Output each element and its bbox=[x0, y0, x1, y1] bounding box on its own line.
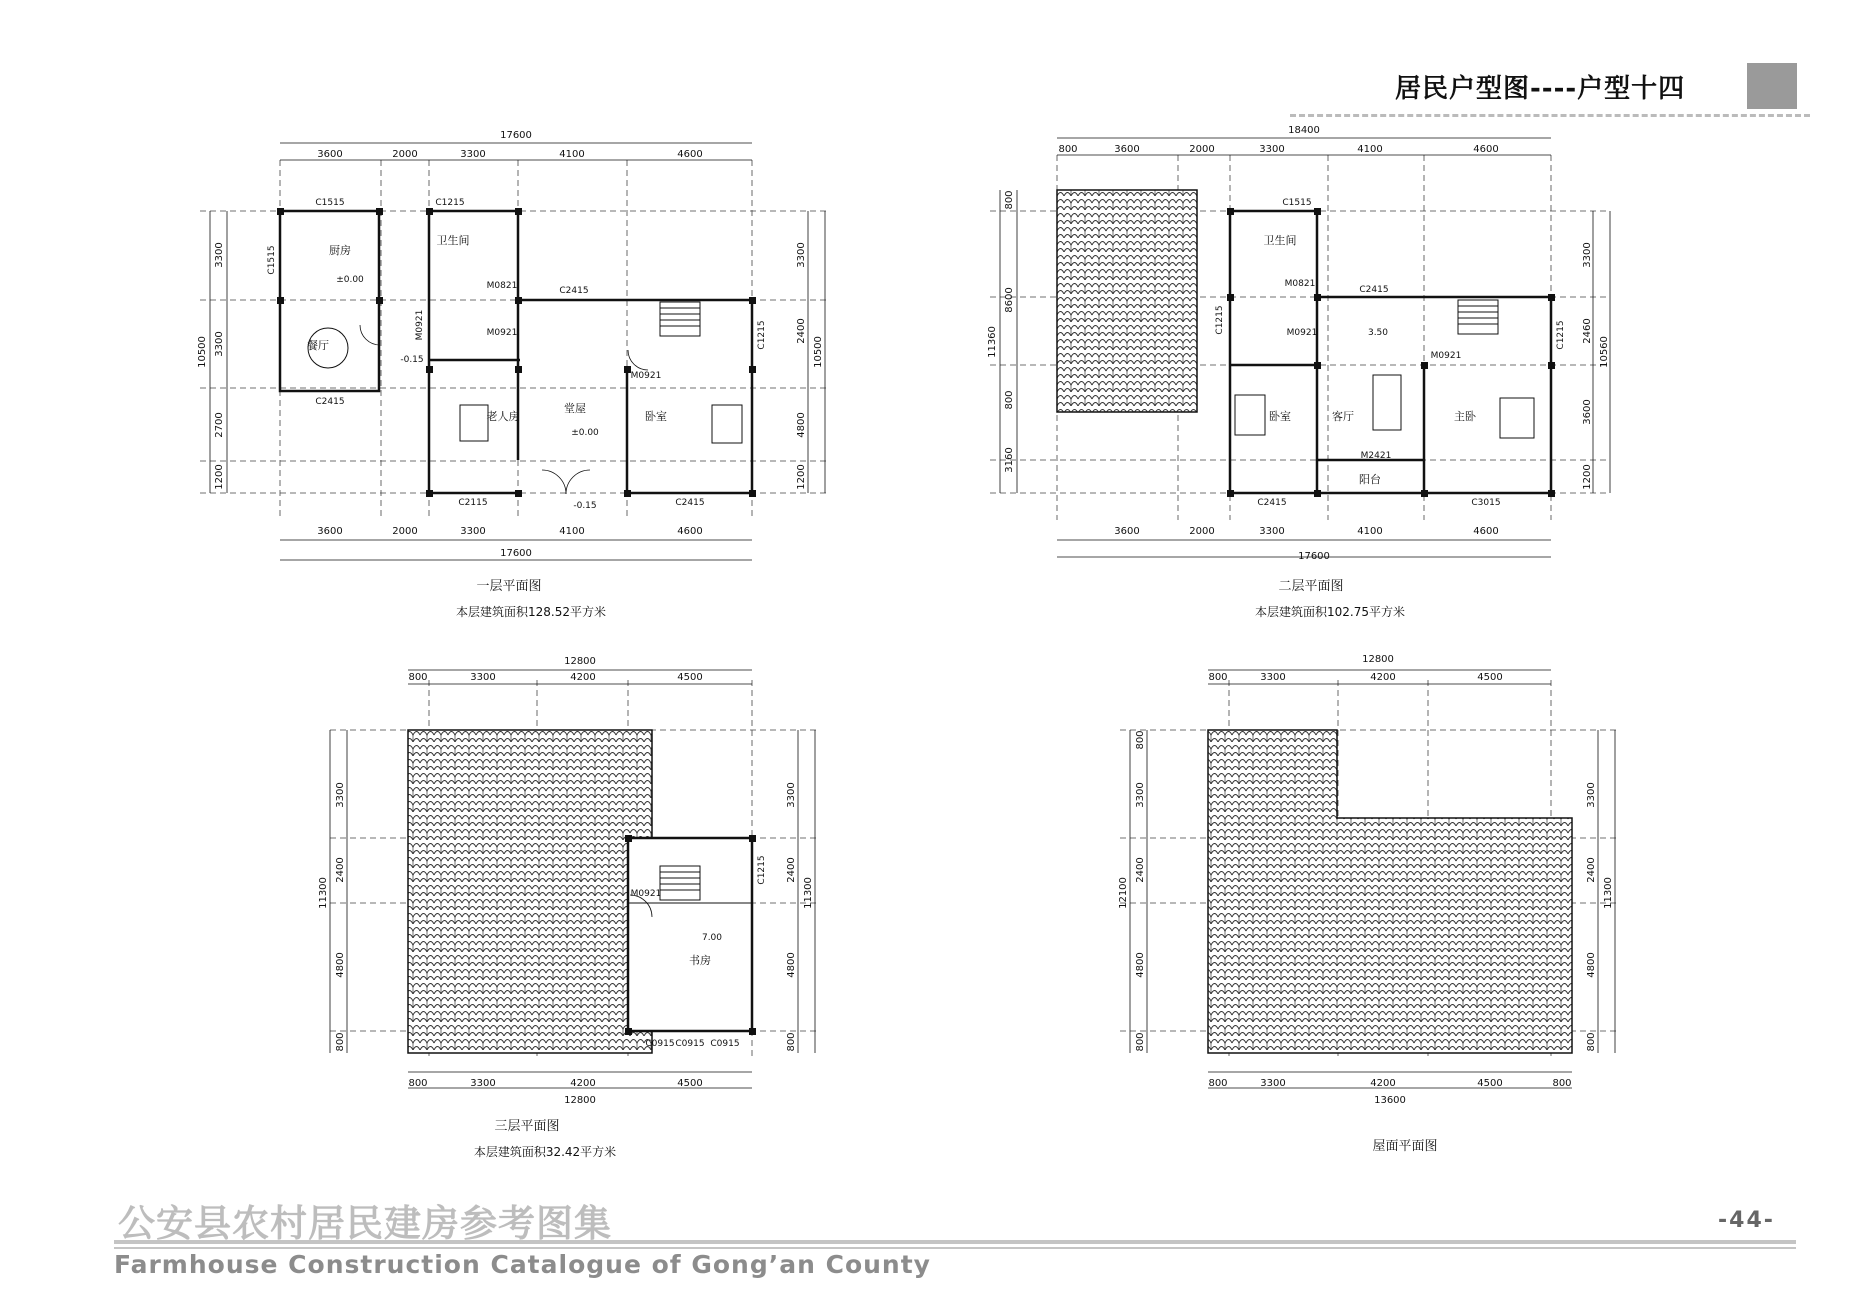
f2-room-label: 卫生间 bbox=[1263, 234, 1297, 247]
f3-plan-title: 三层平面图 bbox=[494, 1119, 560, 1134]
f3-window-label: C1215 bbox=[757, 855, 767, 885]
f2-left-dim: 800 bbox=[1004, 390, 1015, 410]
f2-left-dim: 8600 bbox=[1004, 287, 1015, 313]
f3-window-label: C0915 bbox=[645, 1039, 675, 1049]
f1-window-label: C1215 bbox=[435, 198, 465, 208]
f3-right-dim: 3300 bbox=[786, 782, 797, 808]
f2-right-dim: 3300 bbox=[1582, 242, 1593, 268]
f3-top-dim: 4200 bbox=[570, 672, 596, 683]
f1-level-mark: -0.15 bbox=[400, 355, 424, 365]
f1-right-dim: 4800 bbox=[796, 412, 807, 438]
f1-level-mark: ±0.00 bbox=[571, 428, 599, 438]
f1-top-dim: 4100 bbox=[559, 149, 585, 160]
f2-right-dim: 2460 bbox=[1582, 318, 1593, 344]
f3-left-dim: 2400 bbox=[335, 857, 346, 883]
page-header-title: 居民户型图----户型十四 bbox=[1395, 74, 1686, 104]
f3-bottom-total: 12800 bbox=[564, 1095, 596, 1106]
roof-left-dim: 4800 bbox=[1135, 952, 1146, 978]
roof-left-dim: 3300 bbox=[1135, 782, 1146, 808]
f1-left-dim: 2700 bbox=[214, 412, 225, 438]
f2-left-total: 11360 bbox=[987, 326, 998, 358]
roof-left-total: 12100 bbox=[1118, 877, 1129, 909]
f2-top-dim: 4100 bbox=[1357, 144, 1383, 155]
f2-window-label: C2415 bbox=[1359, 285, 1389, 295]
f1-top-dim: 2000 bbox=[392, 149, 418, 160]
f2-window-label: C1215 bbox=[1556, 320, 1566, 350]
roof-bottom-total: 13600 bbox=[1374, 1095, 1406, 1106]
f1-door-label: M0921 bbox=[630, 371, 662, 381]
f1-window-label: C2415 bbox=[315, 397, 345, 407]
f3-left-dim: 4800 bbox=[335, 952, 346, 978]
roof-right-dim: 800 bbox=[1586, 1032, 1597, 1052]
f1-bottom-dim: 3300 bbox=[460, 526, 486, 537]
f1-top-dim: 3300 bbox=[460, 149, 486, 160]
f2-left-dim: 800 bbox=[1004, 190, 1015, 210]
f2-right-dim: 1200 bbox=[1582, 464, 1593, 490]
f1-bottom-total: 17600 bbox=[500, 548, 532, 559]
roof-plan-title: 屋面平面图 bbox=[1372, 1139, 1438, 1154]
f3-level-mark: 7.00 bbox=[701, 933, 723, 943]
f1-top-total: 17600 bbox=[500, 130, 532, 141]
f2-top-total: 18400 bbox=[1288, 125, 1320, 136]
roof-left-dim: 2400 bbox=[1135, 857, 1146, 883]
roof-left-dim: 800 bbox=[1135, 1032, 1146, 1052]
f2-room-label: 主卧 bbox=[1454, 410, 1476, 423]
f1-level-mark: -0.15 bbox=[573, 501, 597, 511]
f3-right-dim: 800 bbox=[786, 1032, 797, 1052]
f2-door-label: M0821 bbox=[1284, 279, 1316, 289]
f1-room-label: 老人房 bbox=[486, 410, 520, 423]
f2-plan-title: 二层平面图 bbox=[1278, 579, 1344, 594]
f3-left-dim: 800 bbox=[335, 1032, 346, 1052]
roof-bottom-dim: 800 bbox=[1552, 1078, 1572, 1089]
f2-window-label: C1515 bbox=[1282, 198, 1312, 208]
f1-door-label: M0921 bbox=[486, 328, 518, 338]
f2-top-dim: 2000 bbox=[1189, 144, 1215, 155]
f2-room-label: 阳台 bbox=[1359, 473, 1381, 486]
f2-bottom-dim: 3300 bbox=[1259, 526, 1285, 537]
f2-top-dim: 800 bbox=[1058, 144, 1078, 155]
f1-window-label: C2415 bbox=[559, 286, 589, 296]
roof-right-dim: 4800 bbox=[1586, 952, 1597, 978]
f3-top-dim: 800 bbox=[408, 672, 428, 683]
f1-level-mark: ±0.00 bbox=[336, 275, 364, 285]
f1-room-label: 卧室 bbox=[645, 410, 667, 423]
roof-top-dim: 3300 bbox=[1260, 672, 1286, 683]
f1-bottom-dim: 4100 bbox=[559, 526, 585, 537]
f2-right-dim: 3600 bbox=[1582, 399, 1593, 425]
f2-bottom-dim: 4600 bbox=[1473, 526, 1499, 537]
f1-room-label: 厨房 bbox=[329, 244, 351, 257]
floor3-plan bbox=[330, 670, 820, 1088]
f1-plan-title: 一层平面图 bbox=[476, 579, 542, 594]
roof-plan bbox=[1120, 670, 1620, 1088]
floor1-plan bbox=[200, 143, 830, 560]
roof-right-total: 11300 bbox=[1603, 877, 1614, 909]
f2-top-dim: 3300 bbox=[1259, 144, 1285, 155]
f2-room-label: 客厅 bbox=[1332, 410, 1354, 423]
f1-left-dim: 3300 bbox=[214, 242, 225, 268]
f1-room-label: 卫生间 bbox=[436, 234, 470, 247]
f2-bottom-dim: 2000 bbox=[1189, 526, 1215, 537]
f1-right-dim: 1200 bbox=[796, 464, 807, 490]
f1-left-total: 10500 bbox=[197, 336, 208, 368]
roof-left-dim: 800 bbox=[1135, 730, 1146, 750]
f1-right-total: 10500 bbox=[813, 336, 824, 368]
f1-room-label: 餐厅 bbox=[307, 339, 329, 352]
f2-window-label: C1215 bbox=[1215, 305, 1225, 335]
f3-bottom-dim: 3300 bbox=[470, 1078, 496, 1089]
f2-left-dim: 3160 bbox=[1004, 447, 1015, 473]
f1-top-dim: 3600 bbox=[317, 149, 343, 160]
roof-right-dim: 2400 bbox=[1586, 857, 1597, 883]
f3-bottom-dim: 800 bbox=[408, 1078, 428, 1089]
f1-bottom-dim: 2000 bbox=[392, 526, 418, 537]
f1-right-dim: 2400 bbox=[796, 318, 807, 344]
f3-right-dim: 4800 bbox=[786, 952, 797, 978]
footer-page-number: -44- bbox=[1718, 1208, 1775, 1233]
f1-window-label: C1215 bbox=[757, 320, 767, 350]
f3-bottom-dim: 4200 bbox=[570, 1078, 596, 1089]
f2-top-dim: 3600 bbox=[1114, 144, 1140, 155]
roof-bottom-dim: 800 bbox=[1208, 1078, 1228, 1089]
f3-window-label: C0915 bbox=[710, 1039, 740, 1049]
f2-level-mark: 3.50 bbox=[1367, 328, 1389, 338]
f3-area-text: 本层建筑面积32.42平方米 bbox=[473, 1145, 617, 1159]
footer-title-en: Farmhouse Construction Catalogue of Gong’an County bbox=[114, 1250, 931, 1279]
roof-top-dim: 800 bbox=[1208, 672, 1228, 683]
footer-rule bbox=[114, 1240, 1796, 1244]
floor2-roof-tiles bbox=[1057, 190, 1197, 412]
f3-room-label: 书房 bbox=[689, 954, 711, 967]
f1-window-label: C2415 bbox=[675, 498, 705, 508]
f1-bottom-dim: 3600 bbox=[317, 526, 343, 537]
f3-door-label: M0921 bbox=[630, 889, 662, 899]
f1-window-label: C1515 bbox=[267, 245, 277, 275]
f2-window-label: C3015 bbox=[1471, 498, 1501, 508]
f1-right-dim: 3300 bbox=[796, 242, 807, 268]
roof-bottom-dim: 3300 bbox=[1260, 1078, 1286, 1089]
roof-bottom-dim: 4200 bbox=[1370, 1078, 1396, 1089]
roof-top-dim: 4500 bbox=[1477, 672, 1503, 683]
footer-title-cn: 公安县农村居民建房参考图集 bbox=[118, 1202, 612, 1245]
f3-right-total: 11300 bbox=[803, 877, 814, 909]
f1-bottom-dim: 4600 bbox=[677, 526, 703, 537]
f1-room-label: 堂屋 bbox=[564, 402, 586, 415]
f2-top-dim: 4600 bbox=[1473, 144, 1499, 155]
f2-room-label: 卧室 bbox=[1269, 410, 1291, 423]
roof-tiles bbox=[1208, 730, 1572, 1053]
f2-bottom-dim: 4100 bbox=[1357, 526, 1383, 537]
f1-area-text: 本层建筑面积128.52平方米 bbox=[456, 605, 606, 619]
f1-door-label: M0921 bbox=[415, 309, 425, 341]
f2-right-total: 10560 bbox=[1599, 336, 1610, 368]
f3-right-dim: 2400 bbox=[786, 857, 797, 883]
f3-left-dim: 3300 bbox=[335, 782, 346, 808]
floor3-roof-tiles bbox=[408, 730, 652, 1053]
f1-left-dim: 1200 bbox=[214, 464, 225, 490]
f3-window-label: C0915 bbox=[675, 1039, 705, 1049]
f1-left-dim: 3300 bbox=[214, 331, 225, 357]
roof-top-dim: 4200 bbox=[1370, 672, 1396, 683]
f3-top-dim: 3300 bbox=[470, 672, 496, 683]
roof-right-dim: 3300 bbox=[1586, 782, 1597, 808]
f2-door-label: M0921 bbox=[1286, 328, 1318, 338]
f2-bottom-total: 17600 bbox=[1298, 551, 1330, 562]
f2-area-text: 本层建筑面积102.75平方米 bbox=[1255, 605, 1405, 619]
f2-door-label: M2421 bbox=[1360, 451, 1392, 461]
f2-door-label: M0921 bbox=[1430, 351, 1462, 361]
f3-top-dim: 4500 bbox=[677, 672, 703, 683]
f3-left-total: 11300 bbox=[318, 877, 329, 909]
f3-bottom-dim: 4500 bbox=[677, 1078, 703, 1089]
roof-top-total: 12800 bbox=[1362, 654, 1394, 665]
f1-window-label: C2115 bbox=[458, 498, 488, 508]
f1-door-label: M0821 bbox=[486, 281, 518, 291]
roof-bottom-dim: 4500 bbox=[1477, 1078, 1503, 1089]
f2-bottom-dim: 3600 bbox=[1114, 526, 1140, 537]
f2-window-label: C2415 bbox=[1257, 498, 1287, 508]
f3-top-total: 12800 bbox=[564, 656, 596, 667]
footer-rule-thin bbox=[114, 1247, 1796, 1249]
f1-top-dim: 4600 bbox=[677, 149, 703, 160]
f1-window-label: C1515 bbox=[315, 198, 345, 208]
